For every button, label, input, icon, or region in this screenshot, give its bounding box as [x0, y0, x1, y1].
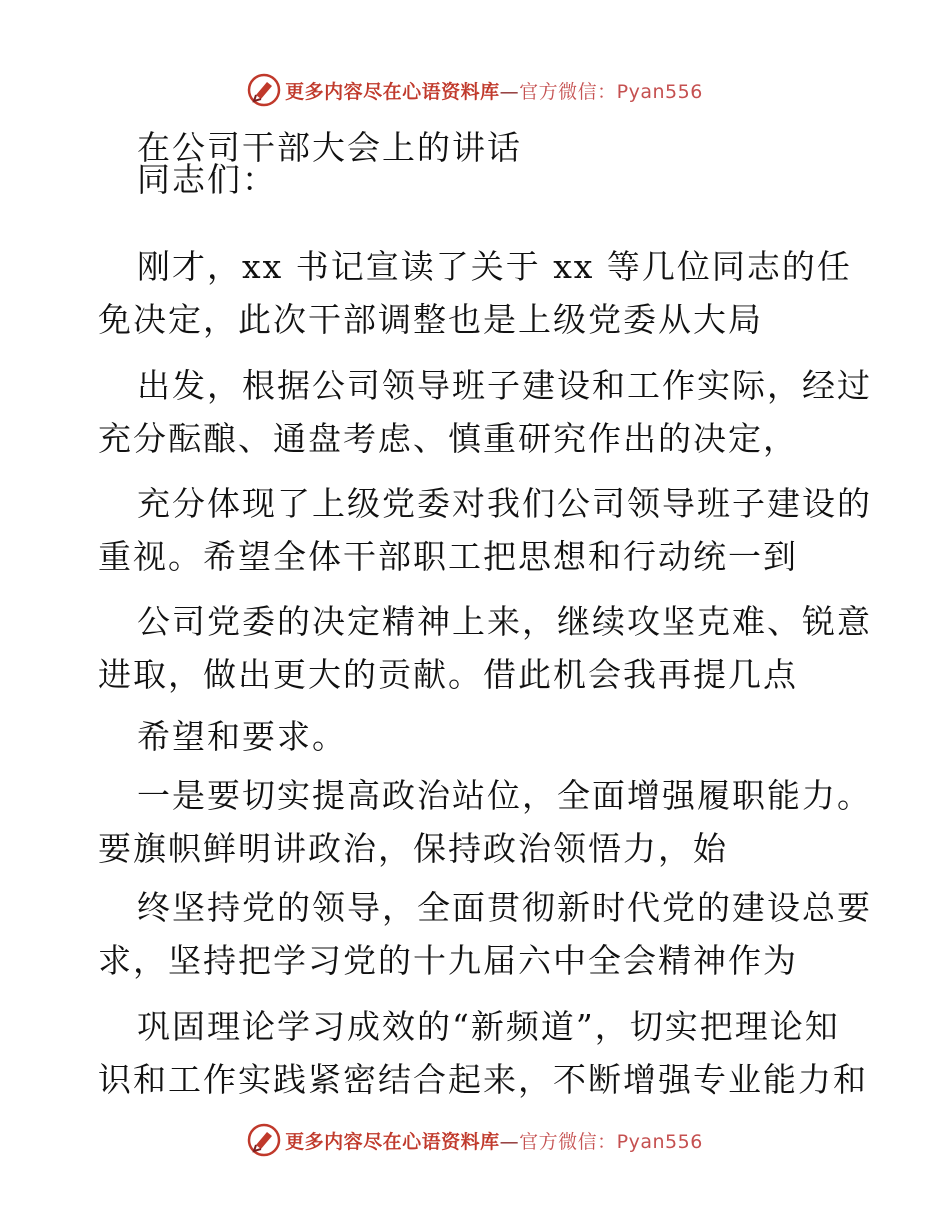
logo-icon	[247, 73, 281, 107]
paragraph-line: 充分酝酿、通盘考虑、慎重研究作出的决定，	[98, 419, 798, 458]
logo-icon	[247, 1123, 281, 1157]
banner-separator: —	[499, 1130, 520, 1153]
paragraph-line: 出发，根据公司领导班子建设和工作实际，经过	[137, 366, 872, 405]
salutation: 同志们：	[137, 160, 277, 199]
banner-wechat: 官方微信：Pyan556	[519, 1130, 703, 1153]
banner-site-name: 更多内容尽在心语资料库	[285, 80, 500, 103]
paragraph-line: 充分体现了上级党委对我们公司领导班子建设的	[137, 484, 872, 523]
banner-text	[285, 77, 703, 104]
paragraph-line: 一是要切实提高政治站位，全面增强履职能力。	[137, 776, 872, 815]
banner-text	[285, 1127, 703, 1154]
banner-separator: —	[499, 80, 520, 103]
paragraph-line: 公司党委的决定精神上来，继续攻坚克难、锐意	[137, 602, 872, 641]
footer-banner	[0, 1120, 950, 1160]
banner-wechat: 官方微信：Pyan556	[519, 80, 703, 103]
paragraph-line: 巩固理论学习成效的“新频道”，切实把理论知	[137, 1007, 840, 1046]
paragraph-line: 免决定，此次干部调整也是上级党委从大局	[98, 300, 763, 339]
paragraph-line: 刚才，xx 书记宣读了关于 xx 等几位同志的任	[137, 247, 852, 286]
paragraph-line: 识和工作实践紧密结合起来，不断增强专业能力和	[98, 1060, 868, 1099]
paragraph-line: 要旗帜鲜明讲政治，保持政治领悟力，始	[98, 829, 728, 868]
banner-site-name: 更多内容尽在心语资料库	[285, 1130, 500, 1153]
paragraph-line: 进取，做出更大的贡献。借此机会我再提几点	[98, 655, 798, 694]
paragraph-line: 终坚持党的领导，全面贯彻新时代党的建设总要	[137, 888, 872, 927]
document-title: 在公司干部大会上的讲话	[137, 128, 522, 167]
paragraph-line: 希望和要求。	[137, 717, 347, 756]
header-banner	[0, 70, 950, 110]
paragraph-line: 求，坚持把学习党的十九届六中全会精神作为	[98, 941, 798, 980]
paragraph-line: 重视。希望全体干部职工把思想和行动统一到	[98, 537, 798, 576]
